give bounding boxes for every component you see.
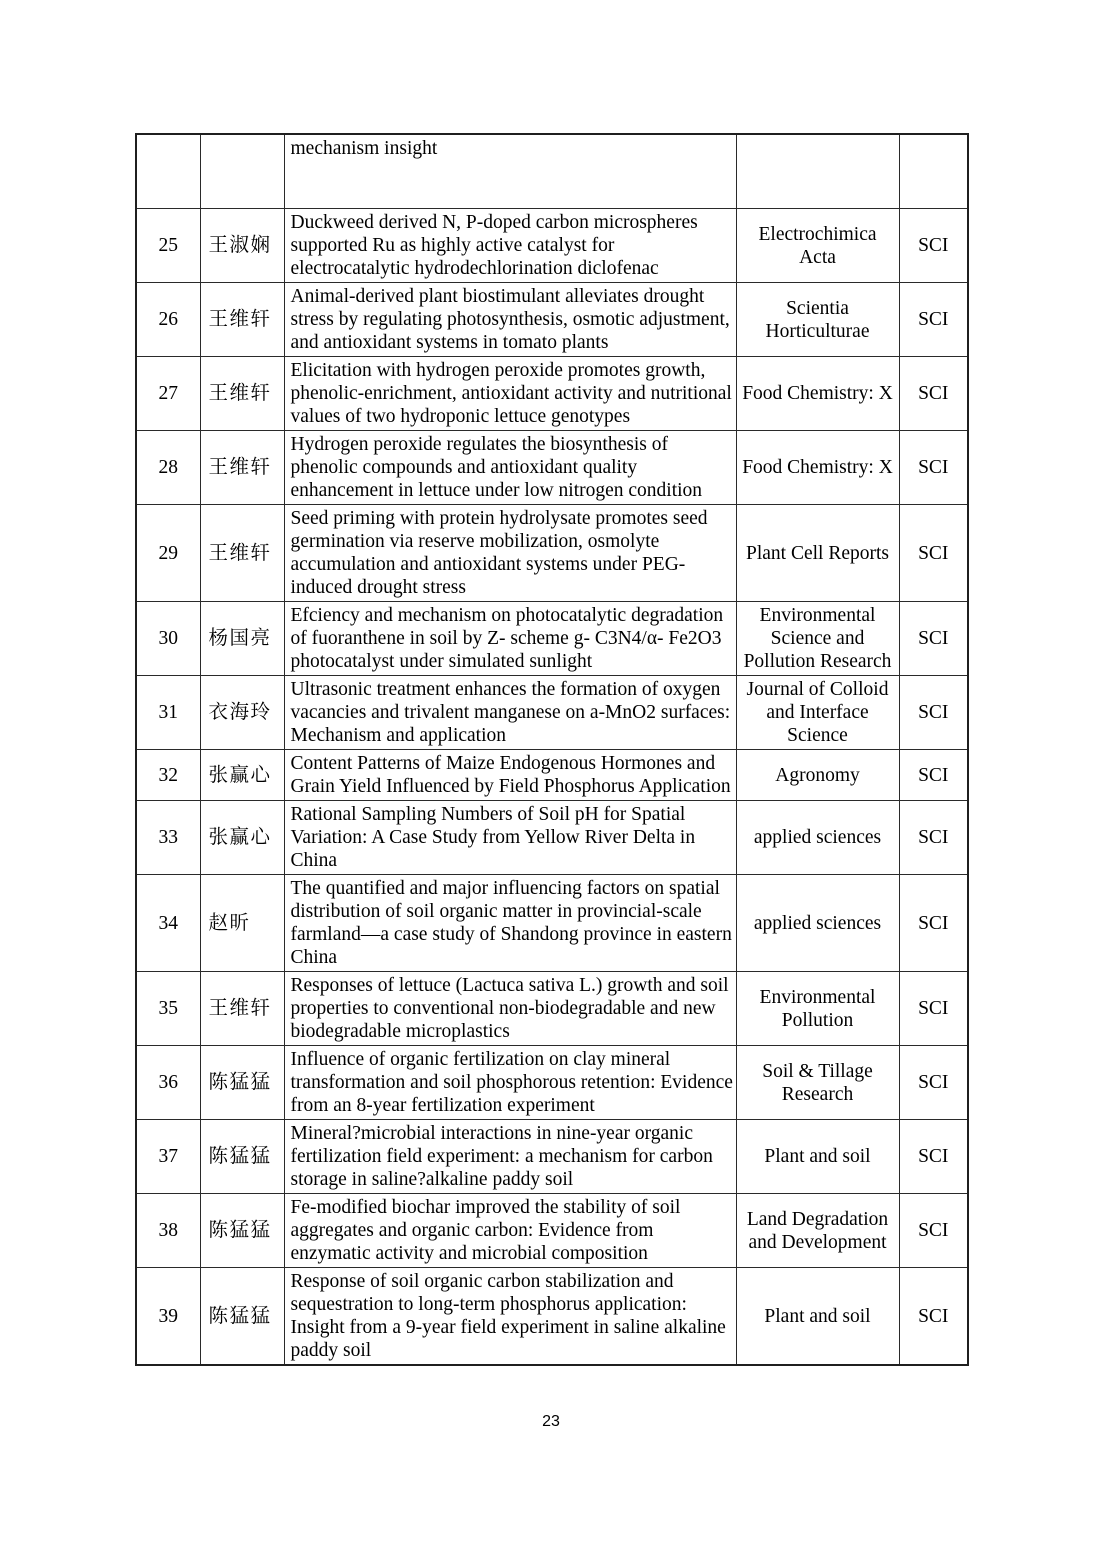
table-row bbox=[136, 801, 968, 875]
author-name-cell: 赵昕 bbox=[200, 875, 284, 972]
index-tag-cell: SCI bbox=[899, 801, 968, 875]
author-name-cell: 王维轩 bbox=[200, 431, 284, 505]
author-name-cell: 王维轩 bbox=[200, 357, 284, 431]
table-row bbox=[136, 1120, 968, 1194]
table-row bbox=[136, 972, 968, 1046]
publications-table-body bbox=[136, 134, 968, 1365]
row-number-cell: 27 bbox=[136, 357, 200, 431]
table-row bbox=[136, 431, 968, 505]
index-tag-cell: SCI bbox=[899, 676, 968, 750]
author-name-cell: 杨国亮 bbox=[200, 602, 284, 676]
author-name-cell: 王维轩 bbox=[200, 972, 284, 1046]
author-name-cell: 陈猛猛 bbox=[200, 1120, 284, 1194]
author-name-cell: 衣海玲 bbox=[200, 676, 284, 750]
row-number-cell: 26 bbox=[136, 283, 200, 357]
journal-name-cell: Environmental Pollution bbox=[736, 972, 899, 1046]
table-row bbox=[136, 134, 968, 209]
paper-title-cell: Rational Sampling Numbers of Soil pH for Spatial Variation: A Case Study from Yellow River Delta in China bbox=[284, 801, 736, 875]
paper-title-cell: mechanism insight bbox=[284, 134, 736, 209]
table-row bbox=[136, 1046, 968, 1120]
author-name-cell: 陈猛猛 bbox=[200, 1268, 284, 1366]
index-tag-cell: SCI bbox=[899, 505, 968, 602]
paper-title-cell: Duckweed derived N, P-doped carbon microspheres supported Ru as highly active catalyst for electrocatalytic hydrodechlorination diclofenac bbox=[284, 209, 736, 283]
row-number-cell: 29 bbox=[136, 505, 200, 602]
journal-name-cell: Food Chemistry: X bbox=[736, 431, 899, 505]
author-name-cell: 陈猛猛 bbox=[200, 1046, 284, 1120]
journal-name-cell: Food Chemistry: X bbox=[736, 357, 899, 431]
row-number-cell: 25 bbox=[136, 209, 200, 283]
paper-title-cell: Response of soil organic carbon stabilization and sequestration to long-term phosphorus application: Insight from a 9-year field experiment in saline alkaline paddy soil bbox=[284, 1268, 736, 1366]
journal-name-cell: Land Degradation and Development bbox=[736, 1194, 899, 1268]
author-name-cell: 王维轩 bbox=[200, 505, 284, 602]
journal-name-cell: Environmental Science and Pollution Research bbox=[736, 602, 899, 676]
row-number-cell: 33 bbox=[136, 801, 200, 875]
paper-title-cell: Efciency and mechanism on photocatalytic degradation of fuoranthene in soil by Z- scheme g- C3N4/α- Fe2O3 photocatalyst under simulated sunlight bbox=[284, 602, 736, 676]
table-row bbox=[136, 676, 968, 750]
row-number-cell: 37 bbox=[136, 1120, 200, 1194]
row-number-cell: 31 bbox=[136, 676, 200, 750]
publications-table bbox=[135, 133, 969, 1366]
journal-name-cell bbox=[736, 134, 899, 209]
index-tag-cell: SCI bbox=[899, 1194, 968, 1268]
index-tag-cell: SCI bbox=[899, 1120, 968, 1194]
row-number-cell: 32 bbox=[136, 750, 200, 801]
index-tag-cell: SCI bbox=[899, 209, 968, 283]
paper-title-cell: Hydrogen peroxide regulates the biosynthesis of phenolic compounds and antioxidant quality enhancement in lettuce under low nitrogen condition bbox=[284, 431, 736, 505]
table-row bbox=[136, 283, 968, 357]
journal-name-cell: Agronomy bbox=[736, 750, 899, 801]
row-number-cell: 35 bbox=[136, 972, 200, 1046]
table-row bbox=[136, 357, 968, 431]
journal-name-cell: Electrochimica Acta bbox=[736, 209, 899, 283]
journal-name-cell: Scientia Horticulturae bbox=[736, 283, 899, 357]
index-tag-cell: SCI bbox=[899, 1268, 968, 1366]
paper-title-cell: Content Patterns of Maize Endogenous Hormones and Grain Yield Influenced by Field Phosphorus Application bbox=[284, 750, 736, 801]
index-tag-cell: SCI bbox=[899, 972, 968, 1046]
paper-title-cell: Ultrasonic treatment enhances the formation of oxygen vacancies and trivalent manganese on a-MnO2 surfaces: Mechanism and application bbox=[284, 676, 736, 750]
paper-title-cell: Responses of lettuce (Lactuca sativa L.) growth and soil properties to conventional non-biodegradable and new biodegradable microplastics bbox=[284, 972, 736, 1046]
table-row bbox=[136, 1194, 968, 1268]
author-name-cell: 陈猛猛 bbox=[200, 1194, 284, 1268]
paper-title-cell: Mineral?microbial interactions in nine-year organic fertilization field experiment: a mechanism for carbon storage in saline?alkaline paddy soil bbox=[284, 1120, 736, 1194]
author-name-cell bbox=[200, 134, 284, 209]
index-tag-cell: SCI bbox=[899, 1046, 968, 1120]
row-number-cell: 28 bbox=[136, 431, 200, 505]
table-row bbox=[136, 750, 968, 801]
paper-title-cell: Animal-derived plant biostimulant alleviates drought stress by regulating photosynthesis, osmotic adjustment, and antioxidant systems in tomato plants bbox=[284, 283, 736, 357]
table-row bbox=[136, 875, 968, 972]
author-name-cell: 王维轩 bbox=[200, 283, 284, 357]
table-row bbox=[136, 505, 968, 602]
row-number-cell: 38 bbox=[136, 1194, 200, 1268]
journal-name-cell: Plant Cell Reports bbox=[736, 505, 899, 602]
index-tag-cell: SCI bbox=[899, 431, 968, 505]
paper-title-cell: The quantified and major influencing factors on spatial distribution of soil organic matter in provincial-scale farmland—a case study of Shandong province in eastern China bbox=[284, 875, 736, 972]
page-number: 23 bbox=[542, 1413, 560, 1430]
table-row bbox=[136, 1268, 968, 1366]
row-number-cell: 36 bbox=[136, 1046, 200, 1120]
paper-title-cell: Fe-modified biochar improved the stability of soil aggregates and organic carbon: Evidence from enzymatic activity and microbial composition bbox=[284, 1194, 736, 1268]
paper-title-cell: Influence of organic fertilization on clay mineral transformation and soil phosphorous retention: Evidence from an 8-year fertilization experiment bbox=[284, 1046, 736, 1120]
paper-title-cell: Elicitation with hydrogen peroxide promotes growth, phenolic-enrichment, antioxidant activity and nutritional values of two hydroponic lettuce genotypes bbox=[284, 357, 736, 431]
row-number-cell: 30 bbox=[136, 602, 200, 676]
index-tag-cell: SCI bbox=[899, 750, 968, 801]
journal-name-cell: Plant and soil bbox=[736, 1120, 899, 1194]
index-tag-cell: SCI bbox=[899, 283, 968, 357]
table-row bbox=[136, 602, 968, 676]
index-tag-cell: SCI bbox=[899, 875, 968, 972]
author-name-cell: 张赢心 bbox=[200, 801, 284, 875]
journal-name-cell: applied sciences bbox=[736, 875, 899, 972]
paper-title-cell: Seed priming with protein hydrolysate promotes seed germination via reserve mobilization, osmolyte accumulation and antioxidant systems under PEG- induced drought stress bbox=[284, 505, 736, 602]
index-tag-cell: SCI bbox=[899, 357, 968, 431]
table-row bbox=[136, 209, 968, 283]
journal-name-cell: Plant and soil bbox=[736, 1268, 899, 1366]
row-number-cell bbox=[136, 134, 200, 209]
row-number-cell: 34 bbox=[136, 875, 200, 972]
index-tag-cell bbox=[899, 134, 968, 209]
index-tag-cell: SCI bbox=[899, 602, 968, 676]
author-name-cell: 王淑娴 bbox=[200, 209, 284, 283]
journal-name-cell: Soil & Tillage Research bbox=[736, 1046, 899, 1120]
journal-name-cell: Journal of Colloid and Interface Science bbox=[736, 676, 899, 750]
row-number-cell: 39 bbox=[136, 1268, 200, 1366]
journal-name-cell: applied sciences bbox=[736, 801, 899, 875]
author-name-cell: 张赢心 bbox=[200, 750, 284, 801]
